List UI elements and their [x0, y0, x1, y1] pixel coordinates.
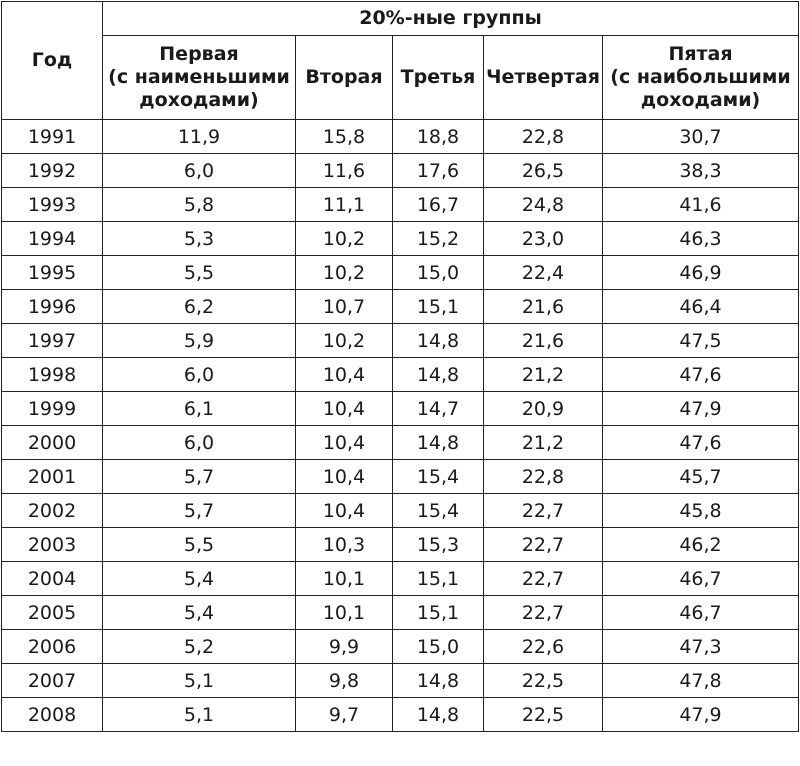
- value-cell: 47,6: [603, 358, 799, 392]
- value-cell: 23,0: [484, 222, 603, 256]
- value-cell: 46,9: [603, 256, 799, 290]
- table-row: [2, 290, 799, 324]
- income-distribution-table: [1, 1, 799, 732]
- column-header-fourth: Четвертая: [484, 36, 603, 120]
- value-cell: 10,7: [296, 290, 393, 324]
- value-cell: 15,3: [393, 528, 484, 562]
- table-row: [2, 562, 799, 596]
- year-cell: 1999: [2, 392, 103, 426]
- value-cell: 22,7: [484, 528, 603, 562]
- value-cell: 6,0: [103, 426, 296, 460]
- value-cell: 22,7: [484, 494, 603, 528]
- value-cell: 22,8: [484, 120, 603, 154]
- year-cell: 2007: [2, 664, 103, 698]
- group-header: 20%-ные группы: [103, 2, 799, 36]
- year-cell: 1997: [2, 324, 103, 358]
- column-header-first: [103, 36, 296, 120]
- column-header-fifth: [603, 36, 799, 120]
- value-cell: 46,2: [603, 528, 799, 562]
- table-row: [2, 528, 799, 562]
- year-cell: 1998: [2, 358, 103, 392]
- column-header-first-line2: (с наименьшими: [108, 66, 290, 88]
- value-cell: 46,4: [603, 290, 799, 324]
- value-cell: 15,0: [393, 630, 484, 664]
- value-cell: 14,8: [393, 698, 484, 732]
- year-cell: 2008: [2, 698, 103, 732]
- year-cell: 2003: [2, 528, 103, 562]
- table-row: [2, 392, 799, 426]
- value-cell: 45,8: [603, 494, 799, 528]
- year-cell: 1996: [2, 290, 103, 324]
- table-row: [2, 324, 799, 358]
- year-cell: 1992: [2, 154, 103, 188]
- value-cell: 5,1: [103, 664, 296, 698]
- table-header: [2, 2, 799, 120]
- value-cell: 11,1: [296, 188, 393, 222]
- value-cell: 10,4: [296, 426, 393, 460]
- value-cell: 11,6: [296, 154, 393, 188]
- value-cell: 5,8: [103, 188, 296, 222]
- value-cell: 22,4: [484, 256, 603, 290]
- value-cell: 5,5: [103, 256, 296, 290]
- value-cell: 14,8: [393, 358, 484, 392]
- value-cell: 41,6: [603, 188, 799, 222]
- value-cell: 14,8: [393, 664, 484, 698]
- table-row: [2, 188, 799, 222]
- value-cell: 10,1: [296, 596, 393, 630]
- value-cell: 15,1: [393, 290, 484, 324]
- value-cell: 47,5: [603, 324, 799, 358]
- year-cell: 2006: [2, 630, 103, 664]
- year-cell: 1995: [2, 256, 103, 290]
- column-header-fifth-line1: Пятая: [668, 43, 733, 65]
- value-cell: 47,8: [603, 664, 799, 698]
- column-header-second: Вторая: [296, 36, 393, 120]
- year-cell: 2002: [2, 494, 103, 528]
- table-row: [2, 358, 799, 392]
- value-cell: 21,6: [484, 290, 603, 324]
- value-cell: 20,9: [484, 392, 603, 426]
- value-cell: 10,1: [296, 562, 393, 596]
- value-cell: 10,4: [296, 358, 393, 392]
- value-cell: 10,4: [296, 460, 393, 494]
- value-cell: 10,2: [296, 324, 393, 358]
- value-cell: 9,8: [296, 664, 393, 698]
- value-cell: 21,6: [484, 324, 603, 358]
- value-cell: 47,3: [603, 630, 799, 664]
- value-cell: 15,1: [393, 562, 484, 596]
- table-row: [2, 460, 799, 494]
- value-cell: 38,3: [603, 154, 799, 188]
- value-cell: 47,6: [603, 426, 799, 460]
- value-cell: 11,9: [103, 120, 296, 154]
- value-cell: 10,2: [296, 256, 393, 290]
- table-row: [2, 596, 799, 630]
- value-cell: 10,4: [296, 392, 393, 426]
- value-cell: 22,7: [484, 562, 603, 596]
- table-row: [2, 120, 799, 154]
- table-body: [2, 120, 799, 732]
- value-cell: 22,8: [484, 460, 603, 494]
- value-cell: 15,0: [393, 256, 484, 290]
- value-cell: 5,7: [103, 460, 296, 494]
- value-cell: 10,4: [296, 494, 393, 528]
- table-row: [2, 630, 799, 664]
- value-cell: 46,7: [603, 562, 799, 596]
- year-cell: 2005: [2, 596, 103, 630]
- table-row: [2, 494, 799, 528]
- year-cell: 2004: [2, 562, 103, 596]
- table-row: [2, 698, 799, 732]
- value-cell: 5,1: [103, 698, 296, 732]
- value-cell: 10,3: [296, 528, 393, 562]
- column-header-first-line3: доходами): [139, 89, 259, 111]
- value-cell: 45,7: [603, 460, 799, 494]
- year-column-header: Год: [2, 2, 103, 120]
- value-cell: 5,7: [103, 494, 296, 528]
- value-cell: 22,7: [484, 596, 603, 630]
- value-cell: 14,7: [393, 392, 484, 426]
- value-cell: 5,4: [103, 562, 296, 596]
- value-cell: 15,8: [296, 120, 393, 154]
- table-row: [2, 154, 799, 188]
- column-header-first-line1: Первая: [159, 43, 239, 65]
- value-cell: 5,5: [103, 528, 296, 562]
- value-cell: 6,2: [103, 290, 296, 324]
- value-cell: 9,9: [296, 630, 393, 664]
- value-cell: 18,8: [393, 120, 484, 154]
- value-cell: 22,5: [484, 698, 603, 732]
- table-row: [2, 256, 799, 290]
- value-cell: 9,7: [296, 698, 393, 732]
- year-cell: 2000: [2, 426, 103, 460]
- column-header-fifth-line2: (с наибольшими: [610, 66, 791, 88]
- value-cell: 15,1: [393, 596, 484, 630]
- value-cell: 14,8: [393, 324, 484, 358]
- value-cell: 47,9: [603, 392, 799, 426]
- value-cell: 21,2: [484, 358, 603, 392]
- value-cell: 30,7: [603, 120, 799, 154]
- value-cell: 17,6: [393, 154, 484, 188]
- value-cell: 6,1: [103, 392, 296, 426]
- value-cell: 46,3: [603, 222, 799, 256]
- year-cell: 1993: [2, 188, 103, 222]
- value-cell: 5,9: [103, 324, 296, 358]
- value-cell: 22,6: [484, 630, 603, 664]
- table-row: [2, 664, 799, 698]
- value-cell: 14,8: [393, 426, 484, 460]
- table-row: [2, 222, 799, 256]
- value-cell: 26,5: [484, 154, 603, 188]
- column-header-fifth-line3: доходами): [640, 89, 761, 111]
- value-cell: 5,3: [103, 222, 296, 256]
- value-cell: 22,5: [484, 664, 603, 698]
- value-cell: 16,7: [393, 188, 484, 222]
- value-cell: 24,8: [484, 188, 603, 222]
- year-cell: 2001: [2, 460, 103, 494]
- value-cell: 47,9: [603, 698, 799, 732]
- value-cell: 15,4: [393, 494, 484, 528]
- value-cell: 46,7: [603, 596, 799, 630]
- year-cell: 1994: [2, 222, 103, 256]
- value-cell: 5,4: [103, 596, 296, 630]
- column-header-third: Третья: [393, 36, 484, 120]
- value-cell: 10,2: [296, 222, 393, 256]
- year-cell: 1991: [2, 120, 103, 154]
- value-cell: 5,2: [103, 630, 296, 664]
- value-cell: 6,0: [103, 154, 296, 188]
- value-cell: 21,2: [484, 426, 603, 460]
- value-cell: 15,2: [393, 222, 484, 256]
- value-cell: 15,4: [393, 460, 484, 494]
- value-cell: 6,0: [103, 358, 296, 392]
- table-row: [2, 426, 799, 460]
